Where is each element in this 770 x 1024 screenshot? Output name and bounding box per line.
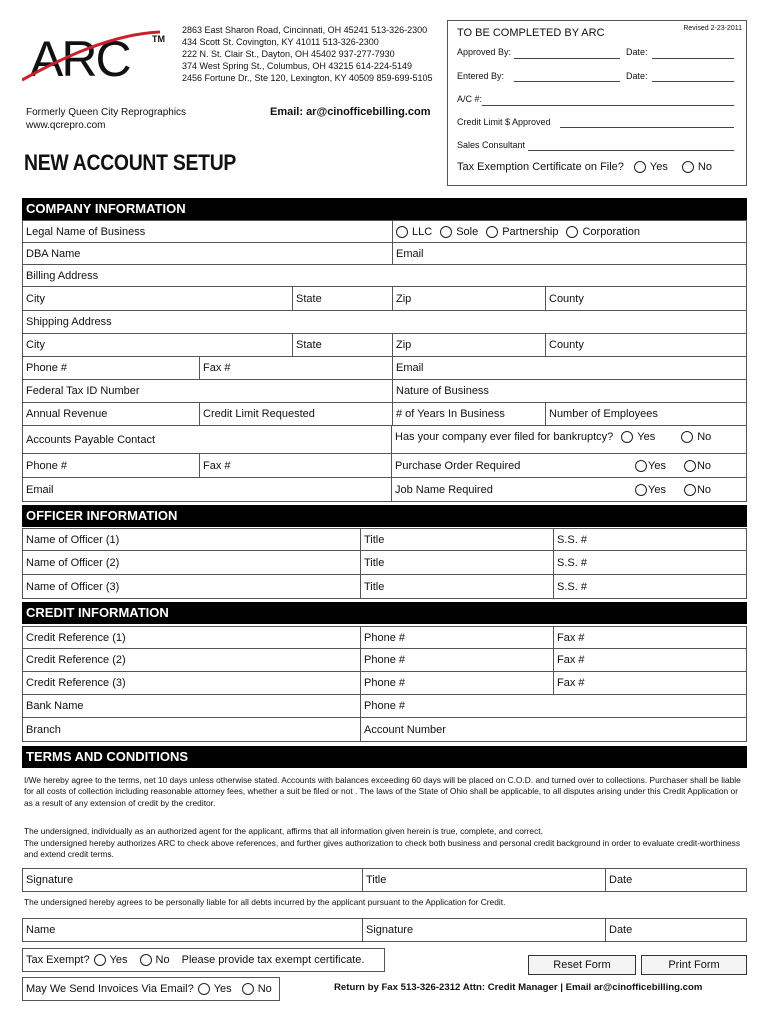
ap-contact-field[interactable] (23, 426, 392, 453)
date-label: Date: (626, 71, 648, 81)
llc-radio[interactable] (396, 226, 408, 238)
field-label: Date (609, 924, 633, 936)
officer-title-field[interactable] (361, 529, 554, 550)
bankruptcy-no-radio[interactable] (681, 431, 693, 443)
officer-row (22, 551, 747, 575)
guarantor-name-field[interactable] (23, 919, 363, 941)
field-label: Shipping Address (26, 316, 112, 328)
bankruptcy-question (392, 426, 746, 453)
officer-ss-field[interactable] (554, 551, 746, 574)
field-label: Job Name Required (395, 483, 493, 496)
po-required-question (392, 454, 746, 477)
phone-field[interactable] (23, 454, 200, 477)
terms-paragraph: I/We hereby agree to the terms, net 10 days unless otherwise stated. Accounts with balances exceeding 60 days will be placed on C.O.D. and turned over to collections. Purchaser shall be liable for all costs of collection including reasonable attorney fees, whether a suit be filed or not . The laws of the State of Ohio shall be applicable, to all disputes arising under this Credit Application or as a result of any extension of credit by the creditor. (24, 775, 741, 808)
radio-option[interactable] (566, 226, 639, 238)
date-label: Date: (626, 47, 648, 57)
credit-info-header: CREDIT INFORMATION (22, 602, 747, 624)
affirmation-paragraph: The undersigned, individually as an authorized agent for the applicant, affirms that all information given herein is true, complete, and correct. (24, 826, 543, 836)
entered-by-line[interactable] (514, 81, 620, 82)
field-label: Billing Address (26, 269, 99, 282)
signature-date-field[interactable] (606, 869, 746, 891)
credit-phone-field[interactable] (361, 649, 554, 671)
branch-field[interactable] (23, 718, 361, 741)
field-label: Title (364, 556, 385, 569)
field-label: Number of Employees (549, 408, 658, 420)
credit-phone-field[interactable] (361, 672, 554, 694)
field-label: Title (364, 533, 385, 546)
sole-radio[interactable] (440, 226, 452, 238)
invoice-no-radio[interactable] (242, 983, 254, 995)
field-label: Phone # (364, 677, 405, 689)
field-label: Fax # (557, 677, 585, 689)
credit-ref-row (22, 649, 747, 672)
field-label: Title (366, 874, 387, 886)
field-label: Email (26, 483, 54, 496)
radio-option[interactable] (396, 226, 432, 238)
revenue-row (22, 403, 747, 426)
field-label: Credit Reference (3) (26, 677, 126, 689)
shipping-address-field[interactable] (23, 311, 746, 333)
account-number-field[interactable] (361, 718, 746, 741)
city-field[interactable] (23, 334, 293, 356)
field-label: Please provide tax exempt certificate. (181, 954, 365, 966)
date-line[interactable] (652, 58, 734, 59)
field-label: Federal Tax ID Number (26, 385, 140, 397)
radio-option[interactable] (684, 484, 711, 496)
ap-contact-row (22, 426, 747, 454)
field-label: Phone # (364, 700, 405, 712)
fax-field[interactable] (200, 454, 392, 477)
officer-name-field[interactable] (23, 575, 361, 598)
field-label: No (697, 430, 712, 443)
state-field[interactable] (293, 287, 393, 310)
credit-phone-field[interactable] (361, 627, 554, 648)
tax-certificate-question (457, 161, 712, 173)
credit-limit-label: Credit Limit $ Approved (457, 117, 551, 127)
employees-field[interactable] (546, 403, 746, 425)
field-label: Yes (109, 954, 128, 966)
radio-option[interactable] (621, 431, 655, 443)
field-label: Zip (396, 339, 412, 351)
officer-info-header: OFFICER INFORMATION (22, 505, 747, 527)
annual-revenue-field[interactable] (23, 403, 200, 425)
radio-option[interactable] (635, 460, 666, 472)
address-line: 374 West Spring St., Columbus, OH 43215 614-224-5149 (182, 61, 412, 71)
nature-of-business-field[interactable] (393, 380, 746, 402)
signature-row (22, 868, 747, 892)
officer-row (22, 575, 747, 599)
zip-field[interactable] (393, 287, 546, 310)
no-label: No (697, 161, 712, 173)
city-field[interactable] (23, 287, 293, 310)
billing-email[interactable]: Email: ar@cinofficebilling.com (270, 106, 431, 118)
email-field[interactable] (23, 478, 392, 501)
field-label: S.S. # (557, 533, 587, 546)
billing-row (22, 265, 747, 287)
phone-row (22, 357, 747, 380)
field-label: Fax # (557, 631, 585, 644)
officer-ss-field[interactable] (554, 529, 746, 550)
field-label: Branch (26, 723, 61, 736)
field-label: May We Send Invoices Via Email? (26, 983, 194, 995)
svg-text:ARC: ARC (30, 31, 130, 84)
revised-date: Revised 2-23-2011 (683, 25, 742, 32)
liability-paragraph: The undersigned hereby agrees to be personally liable for all debts incurred by the applicant pursuant to the Application for Credit. (24, 897, 506, 907)
field-label: Name (26, 924, 56, 936)
website-link[interactable]: www.qcrepro.com (26, 120, 106, 131)
federal-tax-id-field[interactable] (23, 380, 393, 402)
credit-fax-field[interactable] (554, 627, 746, 648)
dba-row (22, 243, 747, 265)
field-label: No (696, 483, 712, 496)
tax-certificate-label: Tax Exemption Certificate on File? (457, 161, 624, 173)
credit-reference-field[interactable] (23, 649, 361, 671)
email-field[interactable] (393, 243, 746, 264)
credit-ref-row (22, 626, 747, 649)
field-label: County (549, 339, 584, 351)
billing-address-field[interactable] (23, 265, 746, 286)
field-label: Credit Reference (1) (26, 631, 126, 644)
field-label: Yes (648, 483, 666, 496)
field-label: Legal Name of Business (26, 225, 146, 238)
field-label: Accounts Payable Contact (26, 433, 156, 446)
branch-row (22, 718, 747, 742)
sales-consultant-label: Sales Consultant (457, 140, 526, 150)
bankruptcy-yes-radio[interactable] (621, 431, 633, 443)
field-label: Credit Reference (2) (26, 654, 126, 666)
field-label: Yes (648, 459, 666, 472)
terms-header: TERMS AND CONDITIONS (22, 746, 747, 768)
trademark-mark: TM (152, 34, 165, 44)
fax-field[interactable] (200, 357, 393, 379)
field-label: Corporation (582, 225, 640, 238)
county-field[interactable] (546, 334, 746, 356)
field-label: No (257, 983, 272, 995)
credit-fax-field[interactable] (554, 649, 746, 671)
address-line: 434 Scott St. Covington, KY 41011 513-326-2300 (182, 37, 379, 47)
field-label: Name of Officer (2) (26, 556, 120, 569)
credit-limit-line[interactable] (560, 127, 734, 128)
credit-reference-field[interactable] (23, 627, 361, 648)
job-no-radio[interactable] (684, 484, 696, 496)
state-field[interactable] (293, 334, 393, 356)
job-row (22, 478, 747, 502)
field-label: Tax Exempt? (26, 954, 90, 966)
field-label: County (549, 292, 584, 305)
officer-title-field[interactable] (361, 575, 554, 598)
field-label: Sole (456, 225, 479, 238)
federal-row (22, 380, 747, 403)
arc-office-box (447, 20, 747, 186)
invoice-yes-radio[interactable] (198, 983, 210, 995)
field-label: Fax # (203, 459, 231, 472)
field-label: No (696, 459, 712, 472)
officer-name-field[interactable] (23, 529, 361, 550)
officer-ss-field[interactable] (554, 575, 746, 598)
yes-label: Yes (649, 161, 668, 173)
shipping-row (22, 311, 747, 334)
job-name-question (392, 478, 746, 501)
field-label: Nature of Business (396, 385, 489, 397)
phone-field[interactable] (23, 357, 200, 379)
entered-by-label: Entered By: (457, 71, 505, 81)
po-row (22, 454, 747, 478)
po-yes-radio[interactable] (635, 460, 647, 472)
billing-city-row (22, 287, 747, 311)
credit-limit-requested-field[interactable] (200, 403, 393, 425)
field-label: State (296, 292, 322, 305)
field-label: No (155, 954, 170, 966)
radio-option[interactable] (635, 484, 666, 496)
sales-consultant-line[interactable] (528, 150, 734, 151)
guarantor-row (22, 918, 747, 942)
field-label: LLC (412, 225, 433, 238)
field-label: Name of Officer (1) (26, 533, 120, 546)
reset-form-button[interactable]: Reset Form (528, 955, 636, 975)
field-label: Name of Officer (3) (26, 580, 120, 593)
legal-name-row (22, 220, 747, 243)
tax-cert-no-radio[interactable] (682, 161, 694, 173)
credit-reference-field[interactable] (23, 672, 361, 694)
arc-logo (22, 28, 162, 84)
radio-option[interactable] (440, 226, 478, 238)
arc-box-heading: TO BE COMPLETED BY ARC (457, 27, 605, 39)
tax-exempt-question (22, 948, 385, 972)
corporation-radio[interactable] (566, 226, 578, 238)
credit-fax-field[interactable] (554, 672, 746, 694)
guarantor-date-field[interactable] (606, 919, 746, 941)
radio-option[interactable] (486, 226, 558, 238)
formerly-text: Formerly Queen City Reprographics (26, 107, 187, 118)
job-yes-radio[interactable] (635, 484, 647, 496)
radio-option[interactable] (684, 460, 711, 472)
field-label: State (296, 339, 322, 351)
field-label: Yes (213, 983, 232, 995)
field-label: Phone # (26, 362, 67, 374)
field-label: Credit Limit Requested (203, 408, 315, 420)
radio-option[interactable] (681, 431, 711, 443)
field-label: Signature (26, 874, 74, 886)
county-field[interactable] (546, 287, 746, 310)
bank-phone-field[interactable] (361, 695, 746, 717)
field-label: Has your company ever filed for bankruptcy? (395, 430, 614, 443)
return-fax-info: Return by Fax 513-326-2312 Attn: Credit Manager | Email ar@cinofficebilling.com (334, 982, 703, 993)
authorization-paragraph: The undersigned hereby authorizes ARC to check above references, and further gives authorization to check both business and personal credit background in order to evaluate credit-worthiness and extend credit terms. (24, 838, 741, 860)
date-line[interactable] (652, 81, 734, 82)
tax-exempt-no-radio[interactable] (140, 954, 152, 966)
dba-field[interactable] (23, 243, 393, 264)
address-line: 2456 Fortune Dr., Ste 120, Lexington, KY 40509 859-699-5105 (182, 73, 433, 83)
ac-line[interactable] (482, 105, 734, 106)
address-line: 222 N. St. Clair St., Dayton, OH 45402 937-277-7930 (182, 49, 395, 59)
po-no-radio[interactable] (684, 460, 696, 472)
field-label: Annual Revenue (26, 408, 108, 420)
officer-title-field[interactable] (361, 551, 554, 574)
field-label: S.S. # (557, 556, 587, 569)
field-label: Zip (396, 292, 412, 305)
field-label: Date (609, 874, 633, 886)
field-label: Phone # (364, 654, 405, 666)
address-block (182, 24, 433, 84)
approved-by-label: Approved By: (457, 47, 512, 57)
years-in-business-field[interactable] (393, 403, 546, 425)
field-label: Email (396, 247, 424, 260)
business-type-options (393, 221, 746, 242)
field-label: # of Years In Business (396, 408, 505, 420)
field-label: Yes (637, 430, 656, 443)
officer-name-field[interactable] (23, 551, 361, 574)
field-label: Title (364, 580, 385, 593)
field-label: Purchase Order Required (395, 459, 521, 472)
bank-row (22, 695, 747, 718)
zip-field[interactable] (393, 334, 546, 356)
legal-name-field[interactable] (23, 221, 393, 242)
signature-field[interactable] (23, 869, 363, 891)
field-label: DBA Name (26, 247, 81, 260)
ac-label: A/C #: (457, 94, 483, 104)
signature-title-field[interactable] (363, 869, 606, 891)
field-label: Bank Name (26, 700, 84, 712)
field-label: Signature (366, 924, 414, 936)
field-label: Email (396, 362, 424, 374)
email-field[interactable] (393, 357, 746, 379)
approved-by-line[interactable] (514, 58, 620, 59)
field-label: Fax # (557, 654, 585, 666)
shipping-city-row (22, 334, 747, 357)
print-form-button[interactable]: Print Form (641, 955, 747, 975)
tax-cert-yes-radio[interactable] (634, 161, 646, 173)
partnership-radio[interactable] (486, 226, 498, 238)
email-invoice-question (22, 977, 280, 1001)
address-line: 2863 East Sharon Road, Cincinnati, OH 45241 513-326-2300 (182, 25, 428, 35)
company-info-header: COMPANY INFORMATION (22, 198, 747, 220)
tax-exempt-yes-radio[interactable] (94, 954, 106, 966)
field-label: Account Number (364, 723, 446, 736)
field-label: Partnership (502, 225, 559, 238)
officer-row (22, 528, 747, 551)
field-label: City (26, 292, 45, 305)
credit-ref-row (22, 672, 747, 695)
field-label: City (26, 339, 45, 351)
field-label: Phone # (26, 459, 67, 472)
field-label: S.S. # (557, 580, 587, 593)
guarantor-signature-field[interactable] (363, 919, 606, 941)
field-label: Phone # (364, 631, 405, 644)
field-label: Fax # (203, 362, 231, 374)
formerly-block (26, 106, 186, 132)
page-title: NEW ACCOUNT SETUP (24, 150, 237, 175)
bank-name-field[interactable] (23, 695, 361, 717)
